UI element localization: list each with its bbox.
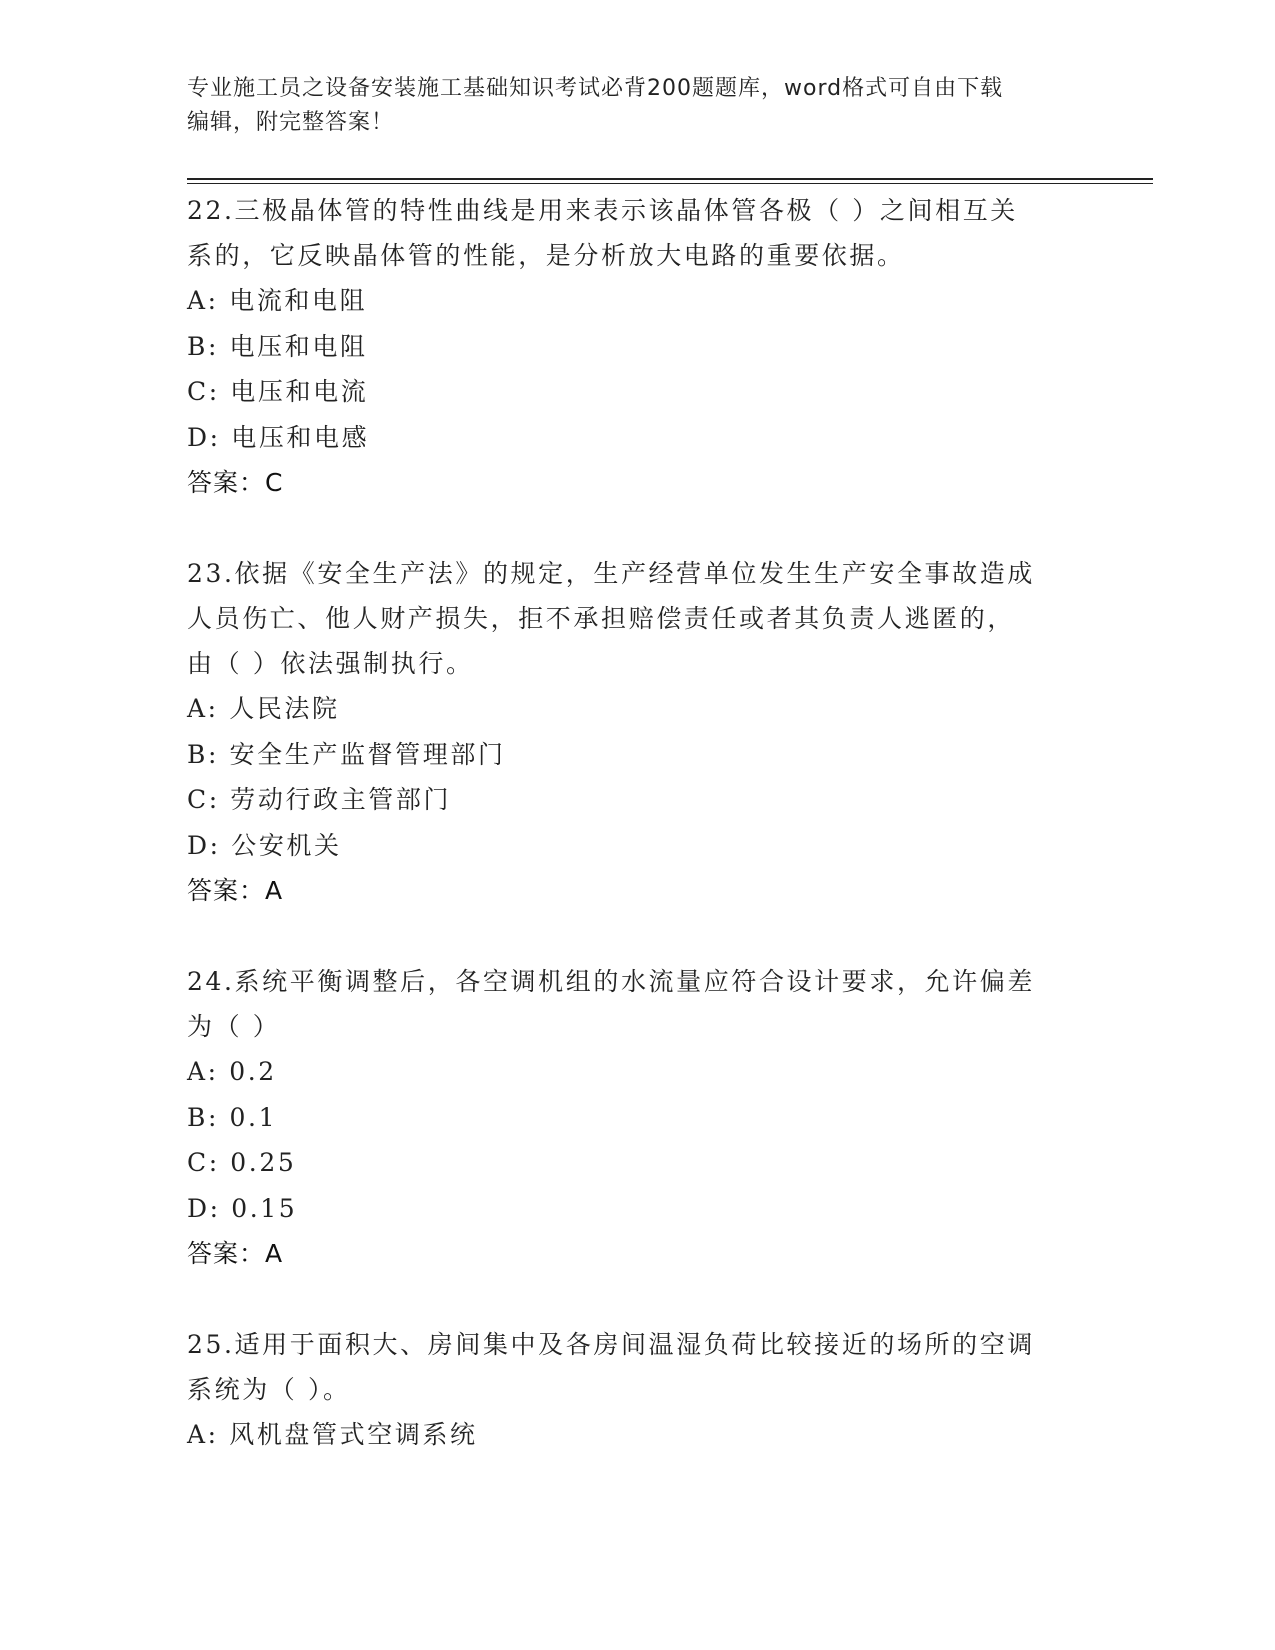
question-stem-line: 由（ ）依法强制执行。 <box>187 649 474 678</box>
option-a: A: 电流和电阻 <box>187 286 368 315</box>
question-stem-line: 22.三极晶体管的特性曲线是用来表示该晶体管各极（ ）之间相互关 <box>187 196 1018 225</box>
option-a: A: 0.2 <box>187 1057 277 1086</box>
header-line-2: 编辑，附完整答案！ <box>187 110 395 135</box>
option-b: B: 电压和电阻 <box>187 331 368 361</box>
question-stem-line: 系的，它反映晶体管的性能，是分析放大电路的重要依据。 <box>187 241 905 270</box>
option-d: D: 公安机关 <box>187 830 342 860</box>
question-stem-line: 25.适用于面积大、房间集中及各房间温湿负荷比较接近的场所的空调 <box>187 1330 1035 1359</box>
option-d: D: 电压和电感 <box>187 422 370 452</box>
answer-line: 答案：A <box>187 876 284 905</box>
option-a: A: 风机盘管式空调系统 <box>187 1420 478 1449</box>
question-stem-line: 人员伤亡、他人财产损失，拒不承担赔偿责任或者其负责人逃匿的， <box>187 604 1016 633</box>
option-a: A: 人民法院 <box>187 694 340 723</box>
document-header <box>187 72 1087 140</box>
question-22 <box>187 188 1087 505</box>
question-stem-line: 为（ ） <box>187 1012 281 1041</box>
answer-line: 答案：C <box>187 468 284 497</box>
option-d: D: 0.15 <box>187 1193 298 1223</box>
question-25 <box>187 1322 1087 1458</box>
question-stem-line: 系统为（ ）。 <box>187 1375 351 1404</box>
option-c: C: 0.25 <box>187 1148 297 1177</box>
option-b: B: 0.1 <box>187 1102 278 1132</box>
question-list <box>187 188 1087 1504</box>
header-divider-thin <box>187 183 1153 184</box>
question-stem-line: 23.依据《安全生产法》的规定，生产经营单位发生生产安全事故造成 <box>187 559 1035 588</box>
question-24 <box>187 959 1087 1276</box>
option-c: C: 劳动行政主管部门 <box>187 785 452 814</box>
option-b: B: 安全生产监督管理部门 <box>187 739 506 769</box>
header-divider-thick <box>187 178 1153 180</box>
answer-line: 答案：A <box>187 1239 284 1268</box>
question-23 <box>187 551 1087 913</box>
option-c: C: 电压和电流 <box>187 377 369 406</box>
header-line-1: 专业施工员之设备安装施工基础知识考试必背200题题库，word格式可自由下载 <box>187 76 1004 101</box>
question-stem-line: 24.系统平衡调整后，各空调机组的水流量应符合设计要求，允许偏差 <box>187 967 1035 996</box>
